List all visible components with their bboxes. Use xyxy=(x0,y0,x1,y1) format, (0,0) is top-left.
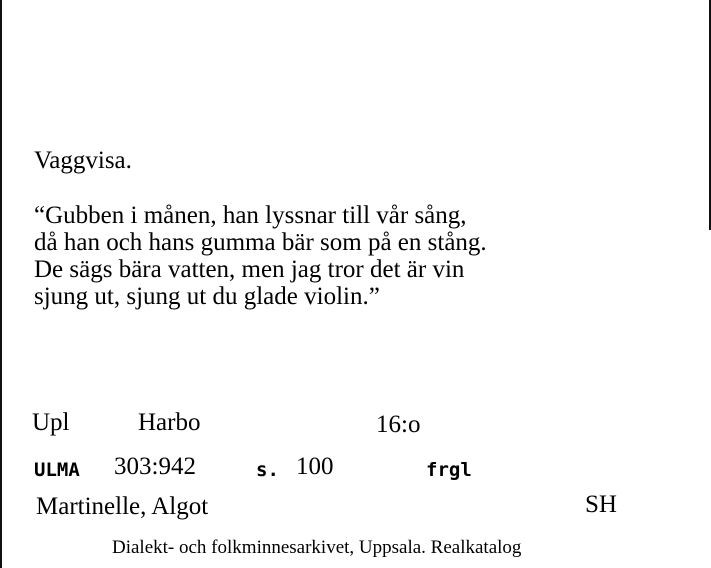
recorder-initials: SH xyxy=(585,491,617,518)
archive-number: 303:942 xyxy=(114,453,196,480)
archive-footer: Dialekt- och folkminnesarkivet, Uppsala. Realkatalog xyxy=(112,537,522,558)
verse-line-2: då han och hans gumma bär som på en stång. xyxy=(34,229,487,256)
archive-label: ULMA xyxy=(34,459,80,481)
page-label: s. xyxy=(256,459,279,481)
verse-line-4: sjung ut, sjung ut du glade violin.” xyxy=(34,283,380,310)
card-left-edge xyxy=(0,0,2,568)
parish-name: Harbo xyxy=(138,409,201,436)
province-code: Upl xyxy=(32,409,70,436)
song-title: Vaggvisa. xyxy=(34,147,132,174)
song-verse xyxy=(34,202,487,310)
type-code: frgl xyxy=(426,459,472,481)
verse-line-3: De sägs bära vatten, men jag tror det är vin xyxy=(34,256,465,283)
category-code: 16:o xyxy=(376,411,421,438)
informant-name: Martinelle, Algot xyxy=(36,493,209,520)
page-number: 100 xyxy=(296,453,334,480)
verse-line-1: “Gubben i månen, han lyssnar till vår sång, xyxy=(34,202,467,229)
